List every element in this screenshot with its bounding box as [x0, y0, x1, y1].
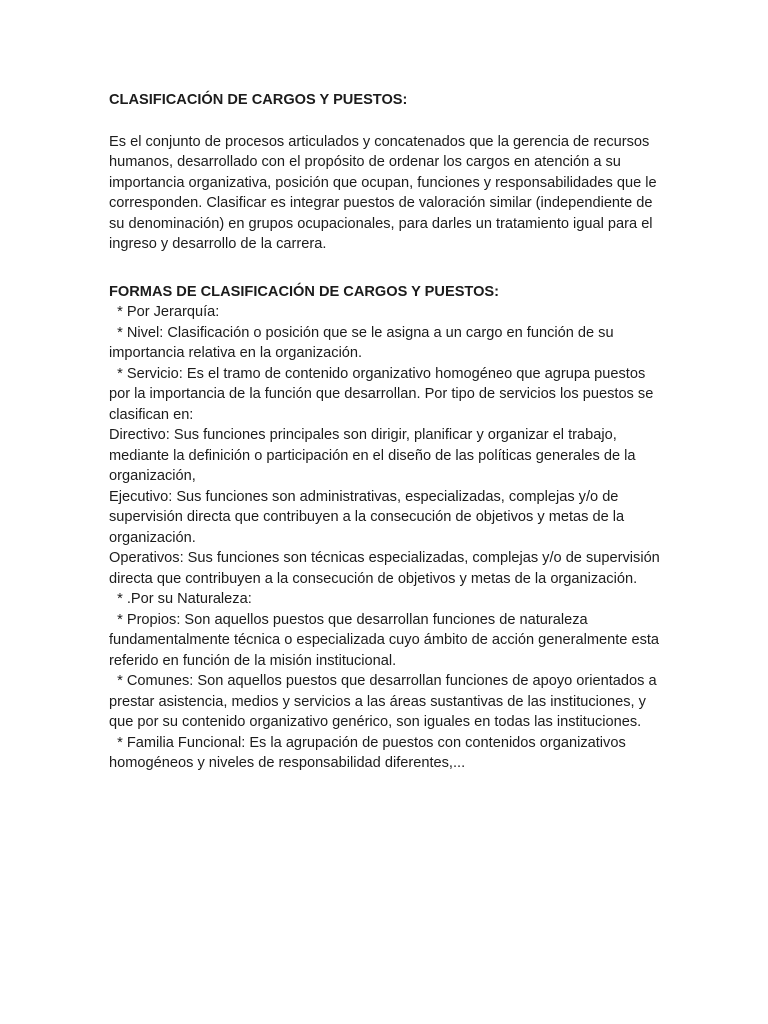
spacer	[109, 111, 669, 132]
list-item-operativos: Operativos: Sus funciones son técnicas especializadas, complejas y/o de supervisión directa que contribuyen a la consecución de objetivos y metas de la organización.	[109, 550, 664, 587]
paragraph-definicion: Es el conjunto de procesos articulados y concatenados que la gerencia de recursos humanos, desarrollado con el propósito de ordenar los cargos en atención a su importancia organizativa, posición que ocupan, funciones y responsabilidades que le corresponden. Clasificar es integrar puestos de valoración similar (independiente de su denominación) en grupos ocupacionales, para darles un tratamiento igual para el ingreso y desarrollo de la carrera.	[109, 133, 657, 252]
document-page	[109, 90, 669, 774]
section-heading-clasificacion: CLASIFICACIÓN DE CARGOS Y PUESTOS:	[109, 92, 408, 108]
list-item-por-jerarquia: * Por Jerarquía:	[109, 304, 220, 320]
list-item-por-su-naturaleza: * .Por su Naturaleza:	[109, 591, 252, 607]
list-item-propios: * Propios: Son aquellos puestos que desarrollan funciones de naturaleza fundamentalmente técnica o especializada cuyo ámbito de acción generalmente esta referido en función de la misión institucional.	[109, 611, 664, 669]
list-item-servicio: * Servicio: Es el tramo de contenido organizativo homogéneo que agrupa puestos por la importancia de la función que desarrollan. Por tipo de servicios los puestos se clasifican en:	[109, 365, 658, 423]
section-heading-formas: FORMAS DE CLASIFICACIÓN DE CARGOS Y PUESTOS:	[109, 283, 500, 300]
list-item-nivel: * Nivel: Clasificación o posición que se le asigna a un cargo en función de su importancia relativa en la organización.	[109, 324, 618, 361]
list-item-familia-funcional: * Familia Funcional: Es la agrupación de puestos con contenidos organizativos homogéneos y niveles de responsabilidad diferentes,...	[109, 734, 630, 771]
list-item-comunes: * Comunes: Son aquellos puestos que desarrollan funciones de apoyo orientados a prestar asistencia, medios y servicios a las áreas sustantivas de las instituciones, y que por su contenido organizativo genérico, son iguales en todas las instituciones.	[109, 673, 661, 730]
list-item-ejecutivo: Ejecutivo: Sus funciones son administrativas, especializadas, complejas y/o de supervisión directa que contribuyen a la consecución de objetivos y metas de la organización.	[109, 488, 629, 546]
spacer	[109, 255, 669, 276]
list-item-directivo: Directivo: Sus funciones principales son dirigir, planificar y organizar el trabajo, mediante la definición o participación en el diseño de las políticas generales de la organización,	[109, 427, 640, 484]
